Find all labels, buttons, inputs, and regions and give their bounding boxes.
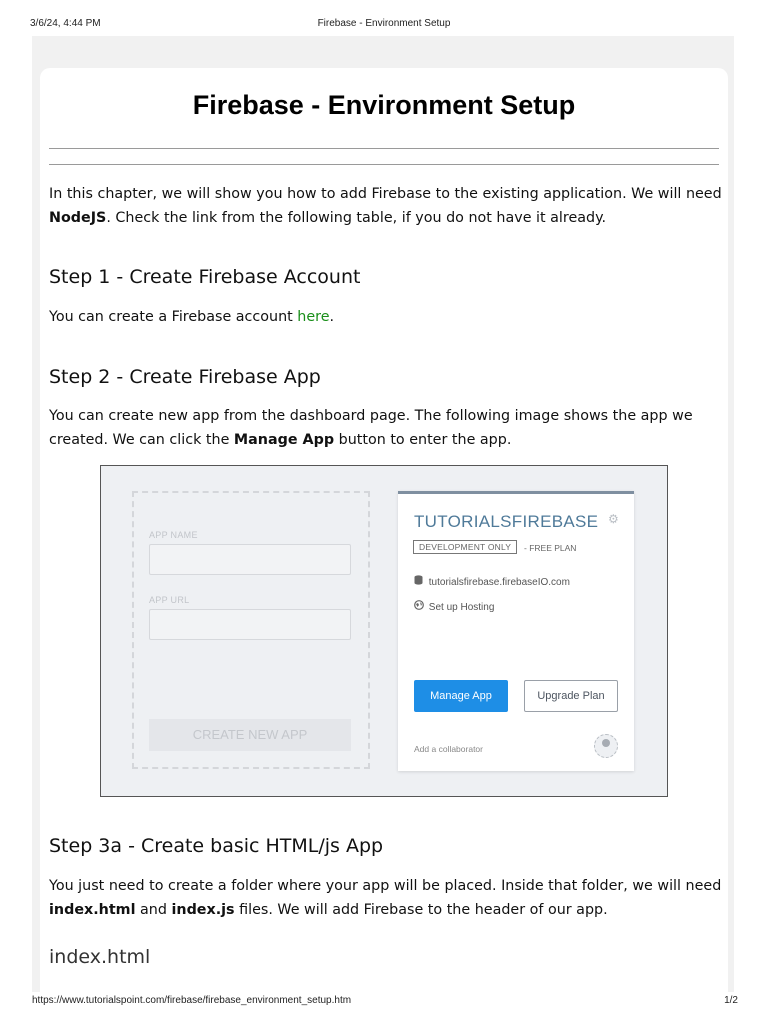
print-header — [0, 18, 768, 32]
manage-app-button[interactable]: Manage App — [414, 680, 508, 712]
add-collaborator-link[interactable]: Add a collaborator — [414, 744, 483, 754]
set-up-hosting-row[interactable] — [414, 600, 494, 613]
step1-text: You can create a Firebase account — [49, 309, 298, 325]
firebase-account-link[interactable]: here — [297, 309, 330, 325]
upgrade-plan-button[interactable]: Upgrade Plan — [524, 680, 618, 712]
step1-paragraph — [49, 305, 729, 329]
app-card — [398, 491, 634, 771]
step2-heading: Step 2 - Create Firebase App — [49, 366, 321, 388]
step3a-text-2: and — [135, 902, 172, 918]
app-name: TUTORIALSFIREBASE — [414, 512, 599, 531]
database-url: tutorialsfirebase.firebaseIO.com — [428, 577, 570, 588]
step3a-paragraph — [49, 874, 729, 922]
title-divider-bottom — [49, 164, 719, 165]
new-app-form — [132, 491, 370, 769]
app-name-field[interactable] — [149, 544, 351, 575]
gear-icon[interactable]: ⚙ — [608, 512, 619, 526]
app-name-label: APP NAME — [149, 530, 198, 540]
step3a-bold-index-html: index.html — [49, 902, 136, 918]
plan-label: - FREE PLAN — [524, 543, 577, 553]
intro-paragraph — [49, 182, 729, 230]
print-datetime: 3/6/24, 4:44 PM — [30, 18, 101, 29]
print-footer — [0, 995, 768, 1009]
database-url-row[interactable] — [414, 575, 570, 588]
print-title: Firebase - Environment Setup — [317, 18, 451, 29]
step3a-bold-index-js: index.js — [171, 902, 235, 918]
step2-bold-manage-app: Manage App — [233, 432, 335, 448]
page-title: Firebase - Environment Setup — [192, 90, 576, 120]
development-only-badge: DEVELOPMENT ONLY — [413, 540, 517, 554]
intro-bold-nodejs: NodeJS — [49, 210, 107, 226]
step1-heading: Step 1 - Create Firebase Account — [49, 266, 361, 288]
title-divider-top — [49, 148, 719, 149]
step2-paragraph — [49, 404, 729, 452]
print-url: https://www.tutorialspoint.com/firebase/firebase_environment_setup.htm — [32, 995, 352, 1006]
step2-text-1: You can create new app from the dashboard page. The following image shows the app we created. We can click the — [49, 408, 693, 448]
intro-text-1: In this chapter, we will show you how to add Firebase to the existing application. We will need — [49, 186, 722, 202]
create-new-app-button[interactable]: CREATE NEW APP — [149, 719, 351, 751]
step2-text-2: button to enter the app. — [334, 432, 512, 448]
globe-icon — [414, 600, 426, 613]
step3a-text-3: files. We will add Firebase to the header of our app. — [234, 902, 608, 918]
app-url-field[interactable] — [149, 609, 351, 640]
step1-text-end: . — [329, 309, 335, 325]
app-url-label: APP URL — [149, 595, 190, 605]
add-collaborator-avatar-icon[interactable] — [594, 734, 618, 758]
database-icon — [414, 575, 426, 588]
dashboard-screenshot — [100, 465, 668, 797]
index-html-heading: index.html — [49, 946, 151, 968]
intro-text-2: . Check the link from the following table, if you do not have it already. — [106, 210, 607, 226]
step3a-text-1: You just need to create a folder where your app will be placed. Inside that folder, we will need — [49, 878, 722, 894]
print-page-number: 1/2 — [724, 995, 738, 1006]
step3a-heading: Step 3a - Create basic HTML/js App — [49, 835, 384, 857]
set-up-hosting-label: Set up Hosting — [428, 602, 495, 613]
